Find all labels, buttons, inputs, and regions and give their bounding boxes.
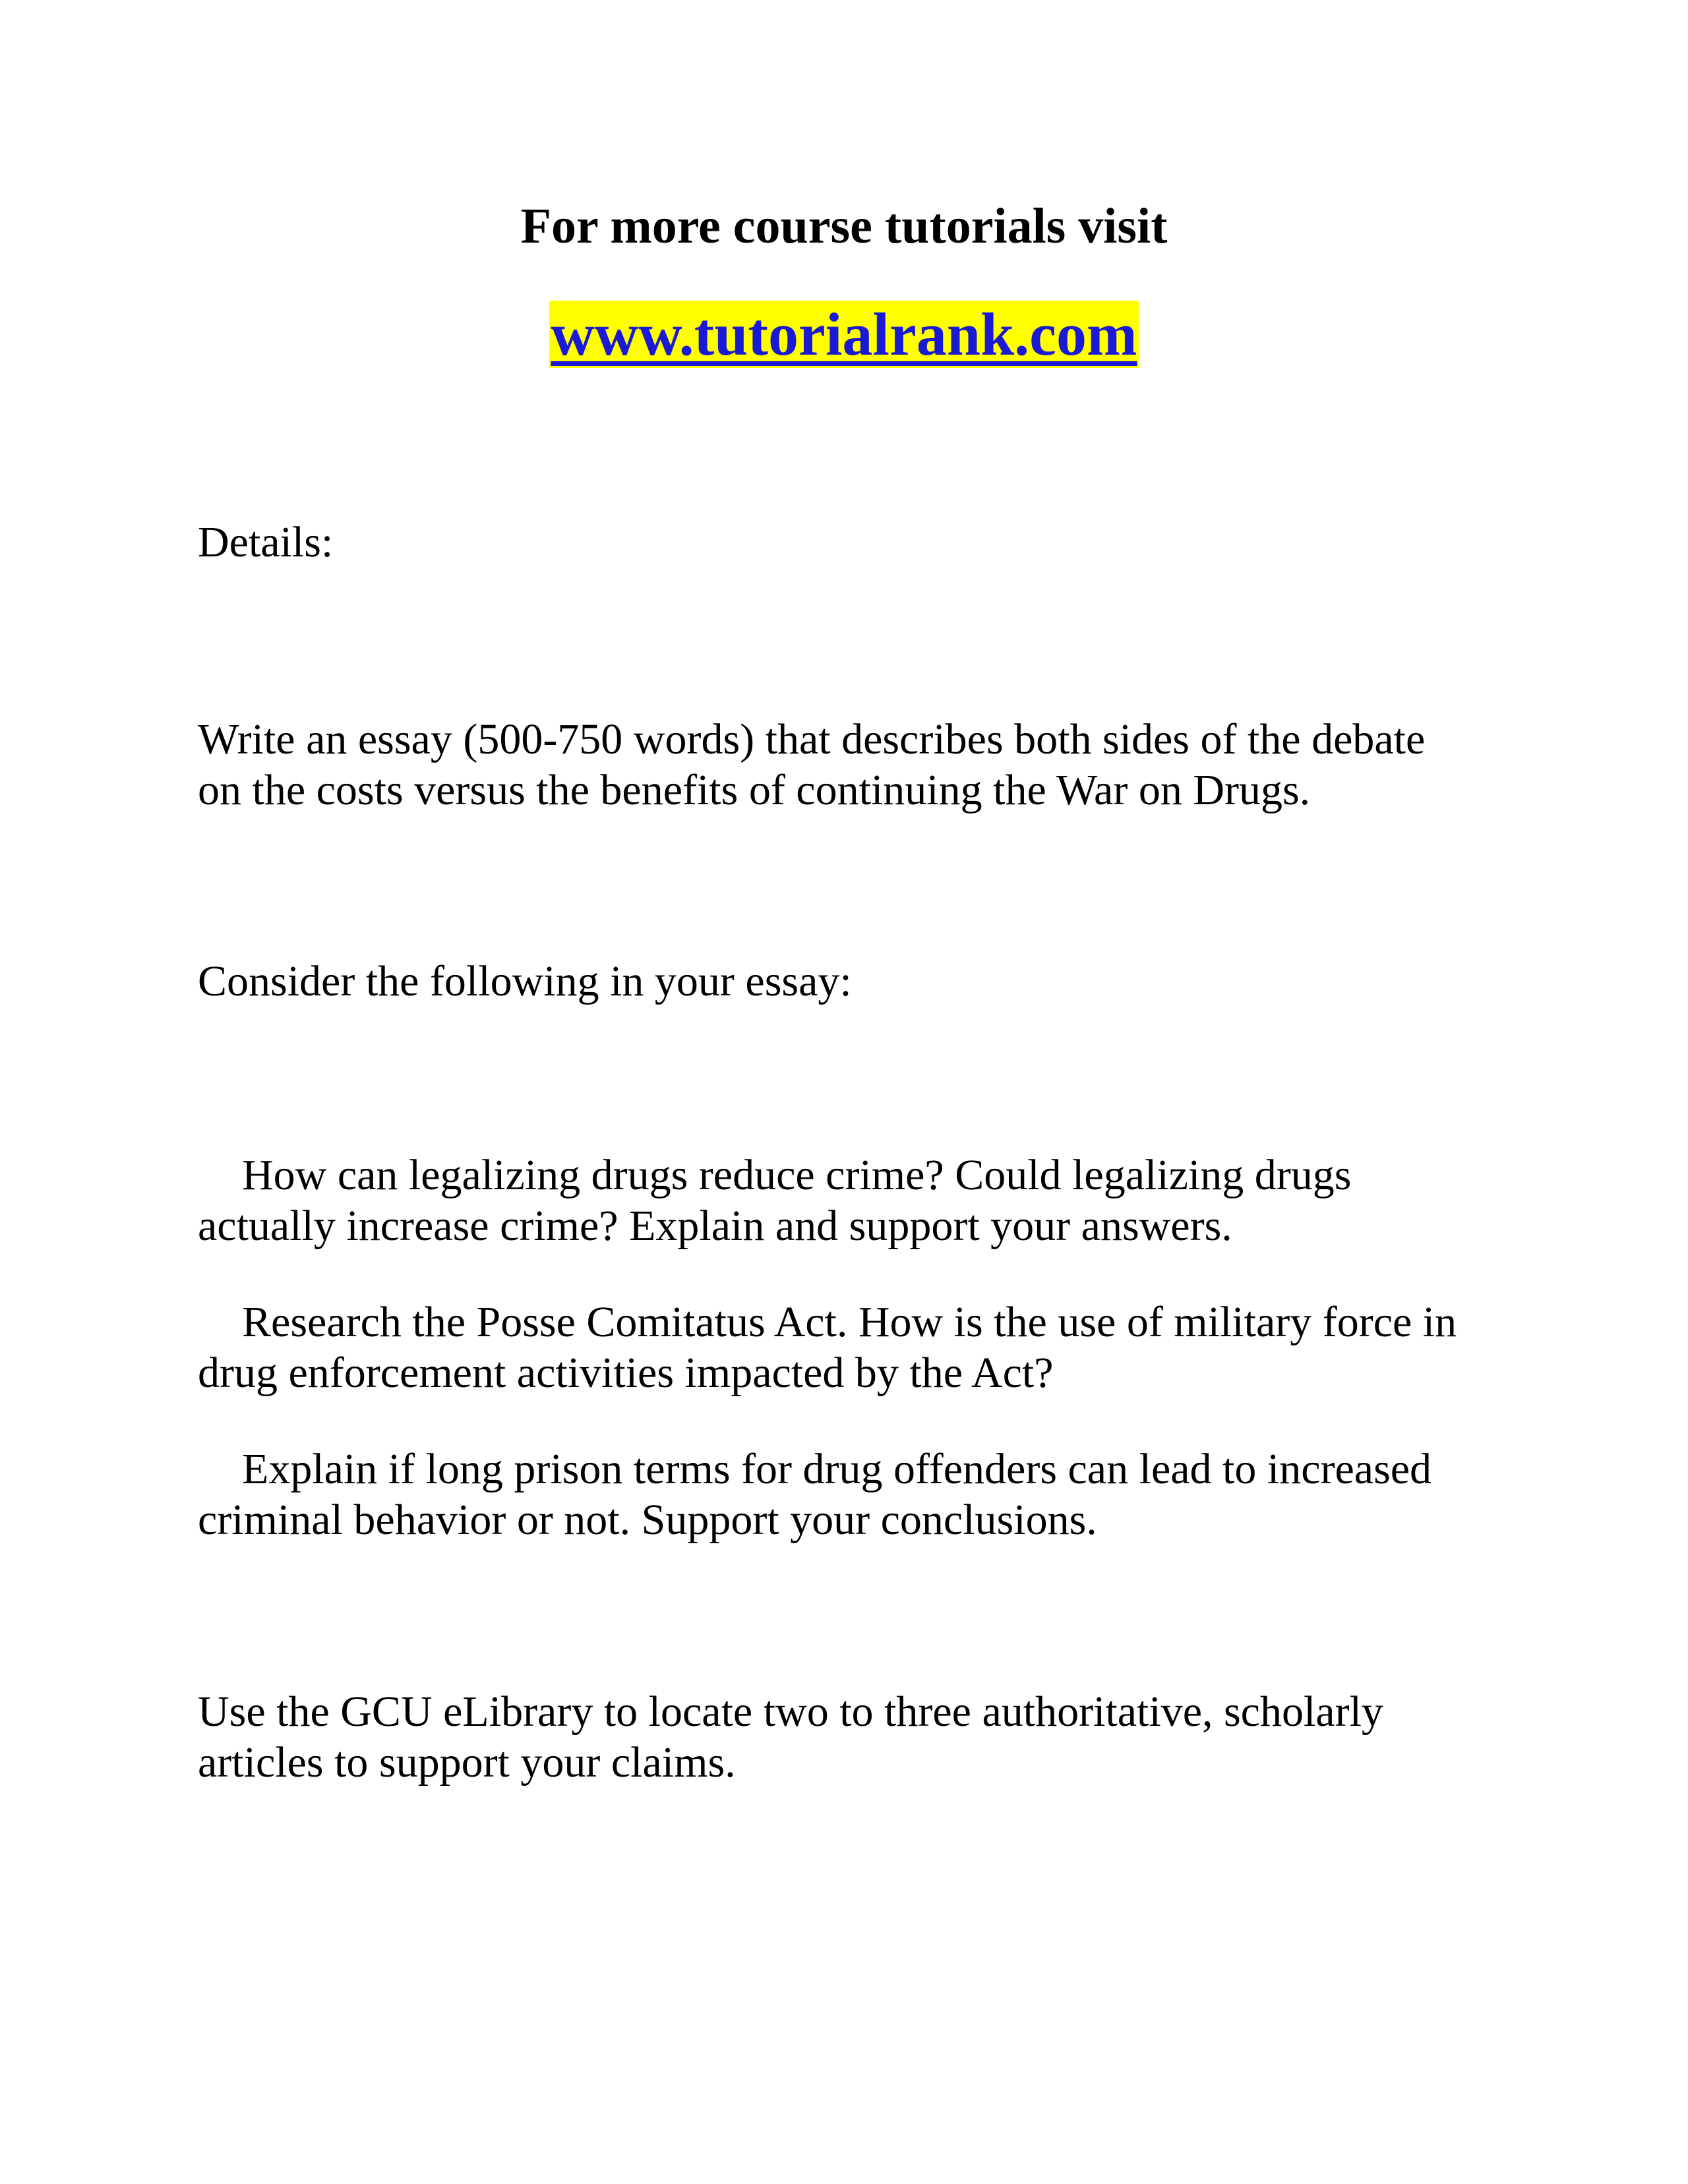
question-item-3 <box>198 1444 1517 1545</box>
question-1-line-1: How can legalizing drugs reduce crime? Could legalizing drugs <box>242 1151 1352 1199</box>
intro-line-1: Write an essay (500-750 words) that describes both sides of the debate <box>198 715 1426 763</box>
question-3-line-2: criminal behavior or not. Support your conclusions. <box>198 1496 1097 1544</box>
details-label: Details: <box>198 518 334 566</box>
question-item-2 <box>198 1297 1517 1398</box>
consider-label: Consider the following in your essay: <box>198 957 852 1005</box>
question-item-1 <box>198 1150 1517 1251</box>
closing-line-1: Use the GCU eLibrary to locate two to three authoritative, scholarly <box>198 1688 1383 1736</box>
question-2-line-1: Research the Posse Comitatus Act. How is the use of military force in <box>242 1298 1457 1346</box>
question-2-line-2: drug enforcement activities impacted by the Act? <box>198 1349 1054 1397</box>
header-link-line <box>0 298 1688 370</box>
tutorialrank-link[interactable]: www.tutorialrank.com <box>551 301 1137 368</box>
question-1-line-2: actually increase crime? Explain and support your answers. <box>198 1202 1232 1250</box>
closing-paragraph <box>198 1686 1517 1788</box>
intro-line-2: on the costs versus the benefits of continuing the War on Drugs. <box>198 766 1311 814</box>
header-title: For more course tutorials visit <box>520 198 1168 254</box>
question-3-line-1: Explain if long prison terms for drug offenders can lead to increased <box>242 1445 1432 1493</box>
intro-paragraph <box>198 714 1517 815</box>
closing-line-2: articles to support your claims. <box>198 1738 736 1786</box>
